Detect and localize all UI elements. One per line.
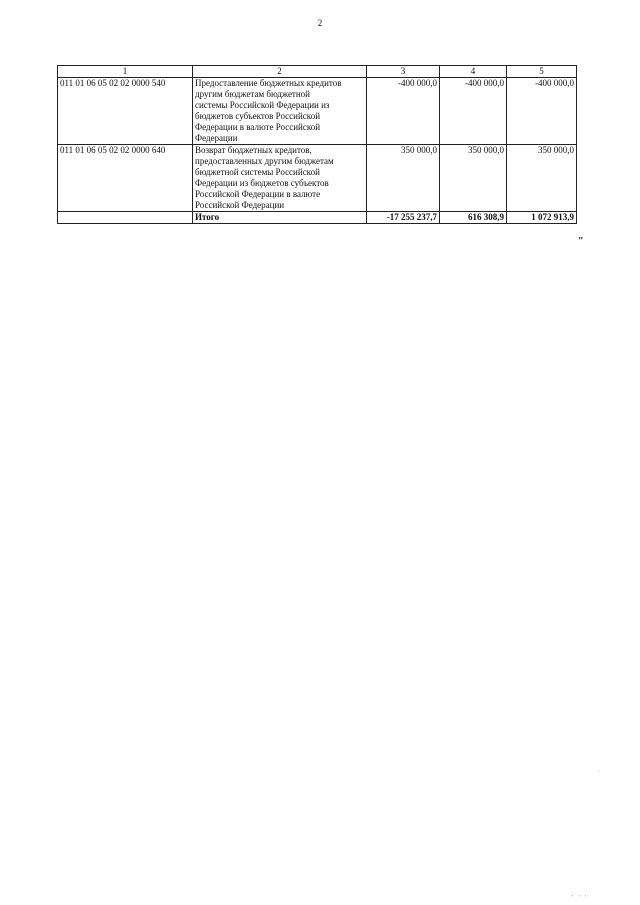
page-number: 2 (317, 18, 323, 28)
total-value-col3: -17 255 237,7 (367, 212, 440, 224)
description-cell (193, 78, 367, 145)
description-cell (193, 145, 367, 212)
description-line: Федерации из бюджетов субъектов (195, 178, 329, 188)
description-line: Федерации в валюте Российской (195, 122, 321, 132)
total-label: Итого (193, 212, 367, 224)
value-cell-col4: -400 000,0 (440, 78, 507, 145)
value-cell-col4: 350 000,0 (440, 145, 507, 212)
column-header-1: 1 (58, 66, 193, 78)
footer-marks: ' ' ' (572, 895, 589, 901)
budget-code-cell: 011 01 06 05 02 02 0000 640 (58, 145, 193, 212)
column-header-4: 4 (440, 66, 507, 78)
table-row (58, 145, 577, 212)
description-line: предоставленных другим бюджетам (195, 156, 334, 166)
description-line: Федерации (195, 133, 238, 143)
description-line: бюджетов субъектов Российской (195, 111, 321, 121)
closing-quote-mark: " (578, 236, 584, 247)
header-row (58, 66, 577, 78)
description-line: бюджетной системы Российской (195, 167, 320, 177)
column-header-3: 3 (367, 66, 440, 78)
description-line: Российской Федерации в валюте (195, 189, 321, 199)
value-cell-col5: -400 000,0 (507, 78, 577, 145)
budget-code-cell: 011 01 06 05 02 02 0000 540 (58, 78, 193, 145)
total-code-cell (58, 212, 193, 224)
description-line: Российской Федерации (195, 200, 285, 210)
description-line: Возврат бюджетных кредитов, (195, 145, 312, 155)
total-row (58, 212, 577, 224)
value-cell-col3: -400 000,0 (367, 78, 440, 145)
column-header-5: 5 (507, 66, 577, 78)
value-cell-col3: 350 000,0 (367, 145, 440, 212)
column-header-2: 2 (193, 66, 367, 78)
total-value-col4: 616 308,9 (440, 212, 507, 224)
total-value-col5: 1 072 913,9 (507, 212, 577, 224)
description-line: системы Российской Федерации из (195, 100, 330, 110)
table-row (58, 78, 577, 145)
description-line: другим бюджетам бюджетной (195, 89, 311, 99)
budget-table (57, 65, 577, 224)
description-line: Предоставление бюджетных кредитов (195, 78, 342, 88)
value-cell-col5: 350 000,0 (507, 145, 577, 212)
margin-mark: . (598, 768, 600, 774)
